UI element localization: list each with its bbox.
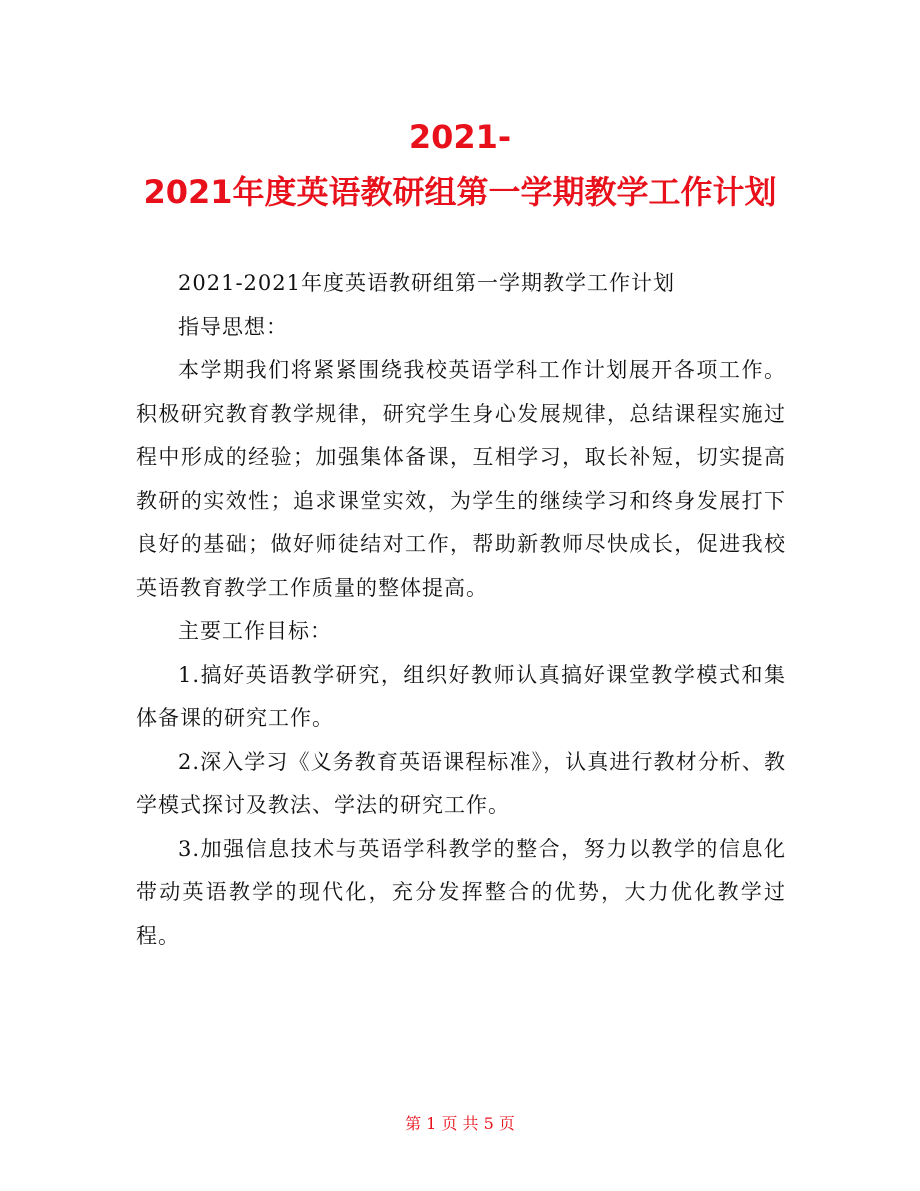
paragraph-guiding-thought-label: 指导思想： xyxy=(178,314,288,339)
page-number-footer: 第 1 页 共 5 页 xyxy=(405,1114,515,1133)
paragraph-goal-3: 3.加强信息技术与英语学科教学的整合，努力以教学的信息化带动英语教学的现代化，充分发挥整合的优势，大力优化教学过程。 xyxy=(136,836,786,948)
document-title-line-2: 2021年度英语教研组第一学期教学工作计划 xyxy=(143,173,777,211)
paragraph-goal-2: 2.深入学习《义务教育英语课程标准》，认真进行教材分析、教学模式探讨及教法、学法的研究工作。 xyxy=(136,749,786,817)
paragraph-goal-1: 1.搞好英语教学研究，组织好教师认真搞好课堂教学模式和集体备课的研究工作。 xyxy=(136,662,786,730)
paragraph-heading: 2021-2021年度英语教研组第一学期教学工作计划 xyxy=(178,271,675,295)
document-title-line-1: 2021- xyxy=(408,118,512,156)
document-body xyxy=(136,262,786,958)
paragraph-guiding-thought: 本学期我们将紧紧围绕我校英语学科工作计划展开各项工作。积极研究教育教学规律，研究学生身心发展规律，总结课程实施过程中形成的经验；加强集体备课，互相学习，取长补短，切实提高教研的实效性；追求课堂实效，为学生的继续学习和终身发展打下良好的基础；做好师徒结对工作，帮助新教师尽快成长，促进我校英语教育教学工作质量的整体提高。 xyxy=(136,358,786,600)
paragraph-goals-label: 主要工作目标： xyxy=(178,619,332,643)
